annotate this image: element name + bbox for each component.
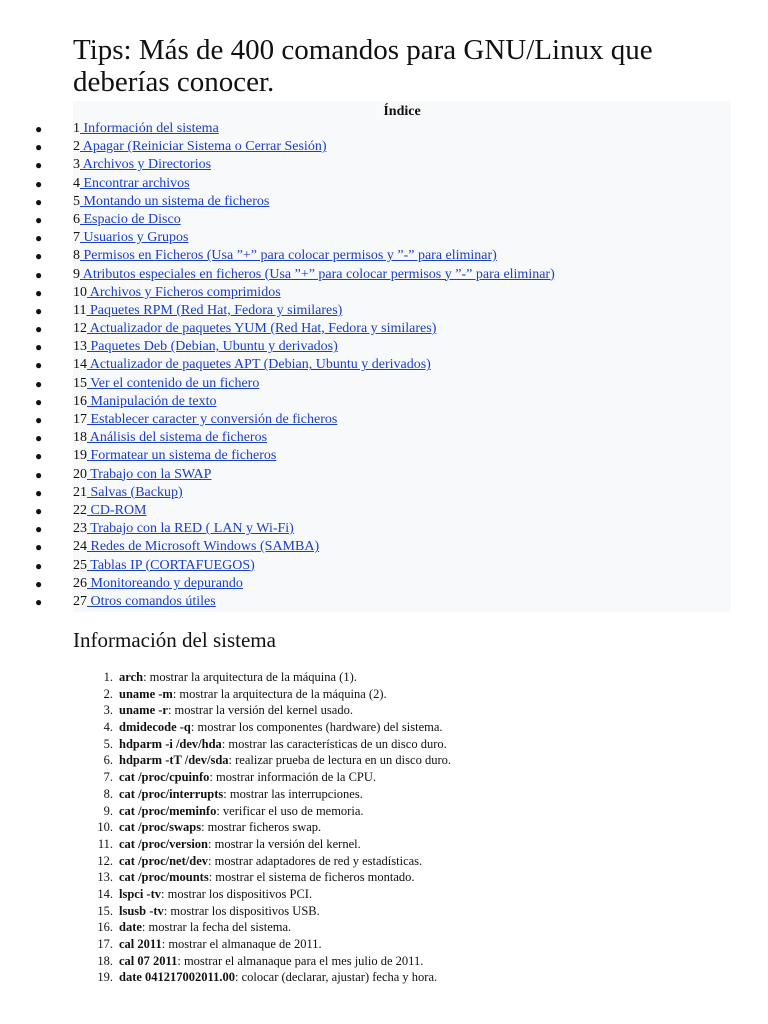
command-name: cat /proc/swaps: [119, 820, 202, 835]
bullet-icon: ●: [35, 303, 43, 318]
command-name: lsusb -tv: [119, 903, 164, 918]
toc-item: [35, 429, 731, 447]
toc-item-number: 21: [73, 484, 87, 500]
toc-item: [35, 520, 731, 538]
toc-item-number: 1: [73, 121, 80, 136]
command-item: [73, 702, 753, 719]
command-description: : mostrar el almanaque de 2011.: [161, 937, 322, 951]
command-item: [73, 803, 753, 820]
toc-item: [35, 120, 731, 138]
bullet-icon: ●: [35, 212, 43, 227]
command-number: 11.: [97, 836, 113, 851]
command-number: 10.: [97, 820, 113, 835]
command-name: uname -m: [119, 686, 173, 701]
toc-item-number: 5: [73, 193, 80, 209]
bullet-icon: ●: [35, 158, 43, 173]
command-item: [73, 969, 753, 986]
bullet-icon: ●: [35, 540, 43, 555]
toc-item-link[interactable]: Trabajo con la RED ( LAN y Wi-Fi): [87, 521, 294, 537]
toc-item: [35, 466, 731, 484]
toc-item-link[interactable]: Actualizador de paquetes YUM (Red Hat, Fedora y similares): [87, 321, 437, 337]
toc-item-number: 24: [73, 539, 87, 555]
command-list: [73, 669, 753, 986]
toc-item-number: 13: [73, 339, 87, 355]
command-name: date: [119, 920, 142, 935]
toc-heading: Índice: [383, 104, 421, 119]
command-number: 5.: [103, 736, 113, 751]
toc-item-number: 14: [73, 357, 87, 373]
command-name: hdparm -tT /dev/sda: [119, 753, 229, 768]
command-item: [73, 736, 753, 753]
command-description: : colocar (declarar, ajustar) fecha y hora.: [234, 970, 438, 985]
toc-item-number: 17: [73, 412, 87, 427]
toc-item-link[interactable]: Manipulación de texto: [87, 393, 217, 409]
command-number: 12.: [97, 853, 113, 868]
toc-item-number: 19: [73, 448, 87, 464]
bullet-icon: ●: [35, 176, 43, 191]
command-number: 16.: [97, 920, 113, 935]
bullet-icon: ●: [35, 231, 43, 246]
toc-item: [35, 484, 731, 502]
toc-item-number: 25: [73, 557, 87, 573]
command-number: 4.: [103, 720, 113, 735]
toc-item-number: 23: [73, 521, 87, 537]
toc-item-number: 20: [73, 466, 87, 482]
toc-item-link[interactable]: Permisos en Ficheros (Usa ”+” para colocar permisos y ”-” para eliminar): [80, 248, 497, 264]
toc-item: [35, 193, 731, 211]
command-number: 18.: [97, 953, 113, 968]
command-number: 8.: [103, 786, 113, 801]
toc-item: [35, 502, 731, 520]
toc-item-link[interactable]: Montando un sistema de ficheros: [80, 193, 270, 209]
command-item: [73, 686, 753, 703]
command-description: : mostrar los componentes (hardware) del sistema.: [190, 720, 443, 735]
command-number: 2.: [103, 686, 113, 701]
toc-item: [35, 138, 731, 156]
command-item: [73, 786, 753, 803]
bullet-icon: ●: [35, 449, 43, 464]
command-description: : mostrar la versión del kernel.: [208, 836, 361, 851]
bullet-icon: ●: [35, 594, 43, 609]
toc-item-number: 27: [73, 593, 87, 609]
command-description: : mostrar ficheros swap.: [201, 820, 322, 835]
command-item: [73, 953, 753, 970]
toc-item-link[interactable]: Trabajo con la SWAP: [87, 466, 212, 482]
toc-item-link[interactable]: Atributos especiales en ficheros (Usa ”+” para colocar permisos y ”-” para eliminar): [80, 266, 555, 282]
toc-item-number: 16: [73, 393, 87, 409]
command-item: [73, 769, 753, 786]
bullet-icon: ●: [35, 194, 43, 209]
bullet-icon: ●: [35, 576, 43, 591]
toc-item: [35, 156, 731, 174]
command-name: hdparm -i /dev/hda: [119, 736, 222, 751]
toc-item-link[interactable]: Otros comandos útiles: [87, 593, 216, 609]
command-description: : realizar prueba de lectura en un disco duro.: [228, 753, 451, 768]
bullet-icon: ●: [35, 394, 43, 409]
toc-item: [35, 338, 731, 356]
toc-item-link[interactable]: Usuarios y Grupos: [80, 230, 189, 246]
command-name: uname -r: [119, 703, 168, 718]
toc-item-number: 7: [73, 230, 80, 246]
command-item: [73, 886, 753, 903]
toc-item-number: 18: [73, 430, 87, 446]
toc-item-link[interactable]: Apagar (Reiniciar Sistema o Cerrar Sesión): [80, 139, 327, 155]
toc-item: [35, 356, 731, 374]
toc-item-link[interactable]: Archivos y Ficheros comprimidos: [87, 284, 281, 300]
bullet-icon: ●: [35, 467, 43, 482]
command-name: cal 2011: [119, 937, 162, 951]
command-description: : mostrar información de la CPU.: [209, 770, 377, 785]
bullet-icon: ●: [35, 413, 43, 427]
bullet-icon: ●: [35, 140, 43, 155]
toc-item: [35, 302, 731, 320]
command-description: : mostrar la versión del kernel usado.: [167, 703, 353, 718]
command-item: [73, 719, 753, 736]
bullet-icon: ●: [35, 558, 43, 573]
toc-item-link[interactable]: Análisis del sistema de ficheros: [87, 430, 268, 446]
command-name: cat /proc/interrupts: [119, 786, 224, 801]
toc-item: [35, 175, 731, 193]
toc-item-link[interactable]: CD-ROM: [87, 502, 147, 518]
command-name: cat /proc/version: [119, 836, 208, 851]
command-name: cat /proc/cpuinfo: [119, 770, 210, 785]
toc-item-link[interactable]: Salvas (Backup): [87, 484, 183, 500]
command-item: [73, 836, 753, 853]
toc-item-link[interactable]: Paquetes Deb (Debian, Ubuntu y derivados): [87, 339, 338, 355]
toc-item: [35, 211, 731, 229]
command-number: 6.: [103, 753, 113, 768]
command-item: [73, 869, 753, 886]
toc-item-number: 6: [73, 211, 80, 227]
toc-item-link[interactable]: Encontrar archivos: [80, 175, 190, 191]
toc-item: [35, 320, 731, 338]
command-number: 19.: [97, 970, 113, 985]
command-number: 9.: [103, 803, 113, 818]
bullet-icon: ●: [35, 340, 43, 355]
command-name: cat /proc/mounts: [119, 870, 209, 885]
toc-item-number: 9: [73, 266, 80, 282]
command-number: 1.: [103, 670, 113, 684]
toc-item-link[interactable]: Archivos y Directorios: [80, 157, 212, 173]
toc-item-link[interactable]: Información del sistema: [80, 121, 219, 136]
toc-item-link[interactable]: Monitoreando y depurando: [87, 575, 243, 591]
command-name: lspci -tv: [119, 886, 162, 901]
table-of-contents: [35, 101, 731, 612]
command-name: cal 07 2011: [119, 953, 178, 968]
command-description: : mostrar los dispositivos PCI.: [161, 886, 313, 901]
toc-item: [35, 229, 731, 247]
command-name: arch: [119, 670, 144, 684]
toc-item: [35, 593, 731, 611]
toc-item-link[interactable]: Tablas IP (CORTAFUEGOS): [87, 557, 255, 573]
command-name: cat /proc/meminfo: [119, 803, 217, 818]
toc-item-number: 3: [73, 157, 80, 173]
command-item: [73, 853, 753, 870]
toc-item-link[interactable]: Formatear un sistema de ficheros: [87, 448, 277, 464]
toc-item: [35, 266, 731, 284]
toc-item-number: 15: [73, 375, 87, 391]
command-name: dmidecode -q: [119, 720, 191, 735]
page-title: Tips: Más de 400 comandos para GNU/Linux que deberías conocer.: [73, 34, 653, 98]
command-description: : mostrar las características de un disco duro.: [221, 736, 447, 751]
toc-item: [35, 393, 731, 411]
command-description: : mostrar la arquitectura de la máquina (2).: [172, 686, 387, 701]
toc-item-link[interactable]: Ver el contenido de un fichero: [87, 375, 260, 391]
bullet-icon: ●: [35, 322, 43, 337]
toc-item-number: 8: [73, 248, 80, 264]
toc-item: [35, 557, 731, 575]
command-description: : mostrar adaptadores de red y estadísticas.: [208, 853, 423, 868]
toc-item-number: 11: [73, 302, 87, 318]
command-number: 15.: [97, 903, 113, 918]
command-item: [73, 903, 753, 920]
command-number: 3.: [103, 703, 113, 718]
command-description: : verificar el uso de memoria.: [216, 803, 364, 818]
toc-item-number: 4: [73, 175, 80, 191]
toc-item-number: 12: [73, 321, 87, 337]
toc-item-number: 22: [73, 502, 87, 518]
toc-item: [35, 538, 731, 556]
toc-item-number: 2: [73, 139, 80, 155]
command-item: [73, 669, 753, 686]
toc-item: [35, 575, 731, 593]
command-name: cat /proc/net/dev: [119, 853, 208, 868]
toc-item: [35, 375, 731, 393]
command-description: : mostrar los dispositivos USB.: [163, 903, 320, 918]
command-number: 7.: [103, 770, 113, 785]
bullet-icon: ●: [35, 267, 43, 282]
bullet-icon: ●: [35, 503, 43, 518]
command-item: [73, 919, 753, 936]
toc-item-number: 10: [73, 284, 87, 300]
toc-item-link[interactable]: Espacio de Disco: [80, 211, 181, 227]
command-item: [73, 819, 753, 836]
toc-item-link[interactable]: Redes de Microsoft Windows (SAMBA): [87, 539, 320, 555]
command-description: : mostrar el almanaque para el mes julio de 2011.: [177, 953, 424, 968]
bullet-icon: ●: [35, 285, 43, 300]
toc-list: [35, 120, 731, 611]
bullet-icon: ●: [35, 376, 43, 391]
bullet-icon: ●: [35, 122, 43, 136]
command-description: : mostrar la fecha del sistema.: [141, 920, 292, 935]
command-description: : mostrar el sistema de ficheros montado.: [208, 870, 415, 885]
bullet-icon: ●: [35, 485, 43, 500]
command-name: date 041217002011.00: [119, 970, 235, 985]
toc-item: [35, 447, 731, 465]
bullet-icon: ●: [35, 522, 43, 537]
command-item: [73, 752, 753, 769]
section-heading: Información del sistema: [73, 628, 276, 652]
bullet-icon: ●: [35, 358, 43, 373]
bullet-icon: ●: [35, 249, 43, 264]
command-description: : mostrar la arquitectura de la máquina (1).: [143, 670, 357, 684]
command-number: 14.: [97, 886, 113, 901]
toc-item: [35, 247, 731, 265]
toc-item-link[interactable]: Actualizador de paquetes APT (Debian, Ubuntu y derivados): [87, 357, 431, 373]
toc-item: [35, 411, 731, 429]
bullet-icon: ●: [35, 431, 43, 446]
toc-item-link[interactable]: Establecer caracter y conversión de ficheros: [87, 412, 338, 427]
toc-item-number: 26: [73, 575, 87, 591]
toc-item-link[interactable]: Paquetes RPM (Red Hat, Fedora y similares): [86, 302, 343, 318]
command-description: : mostrar las interrupciones.: [223, 786, 363, 801]
command-number: 17.: [97, 937, 113, 951]
command-item: [73, 936, 753, 953]
command-number: 13.: [97, 870, 113, 885]
toc-item: [35, 284, 731, 302]
